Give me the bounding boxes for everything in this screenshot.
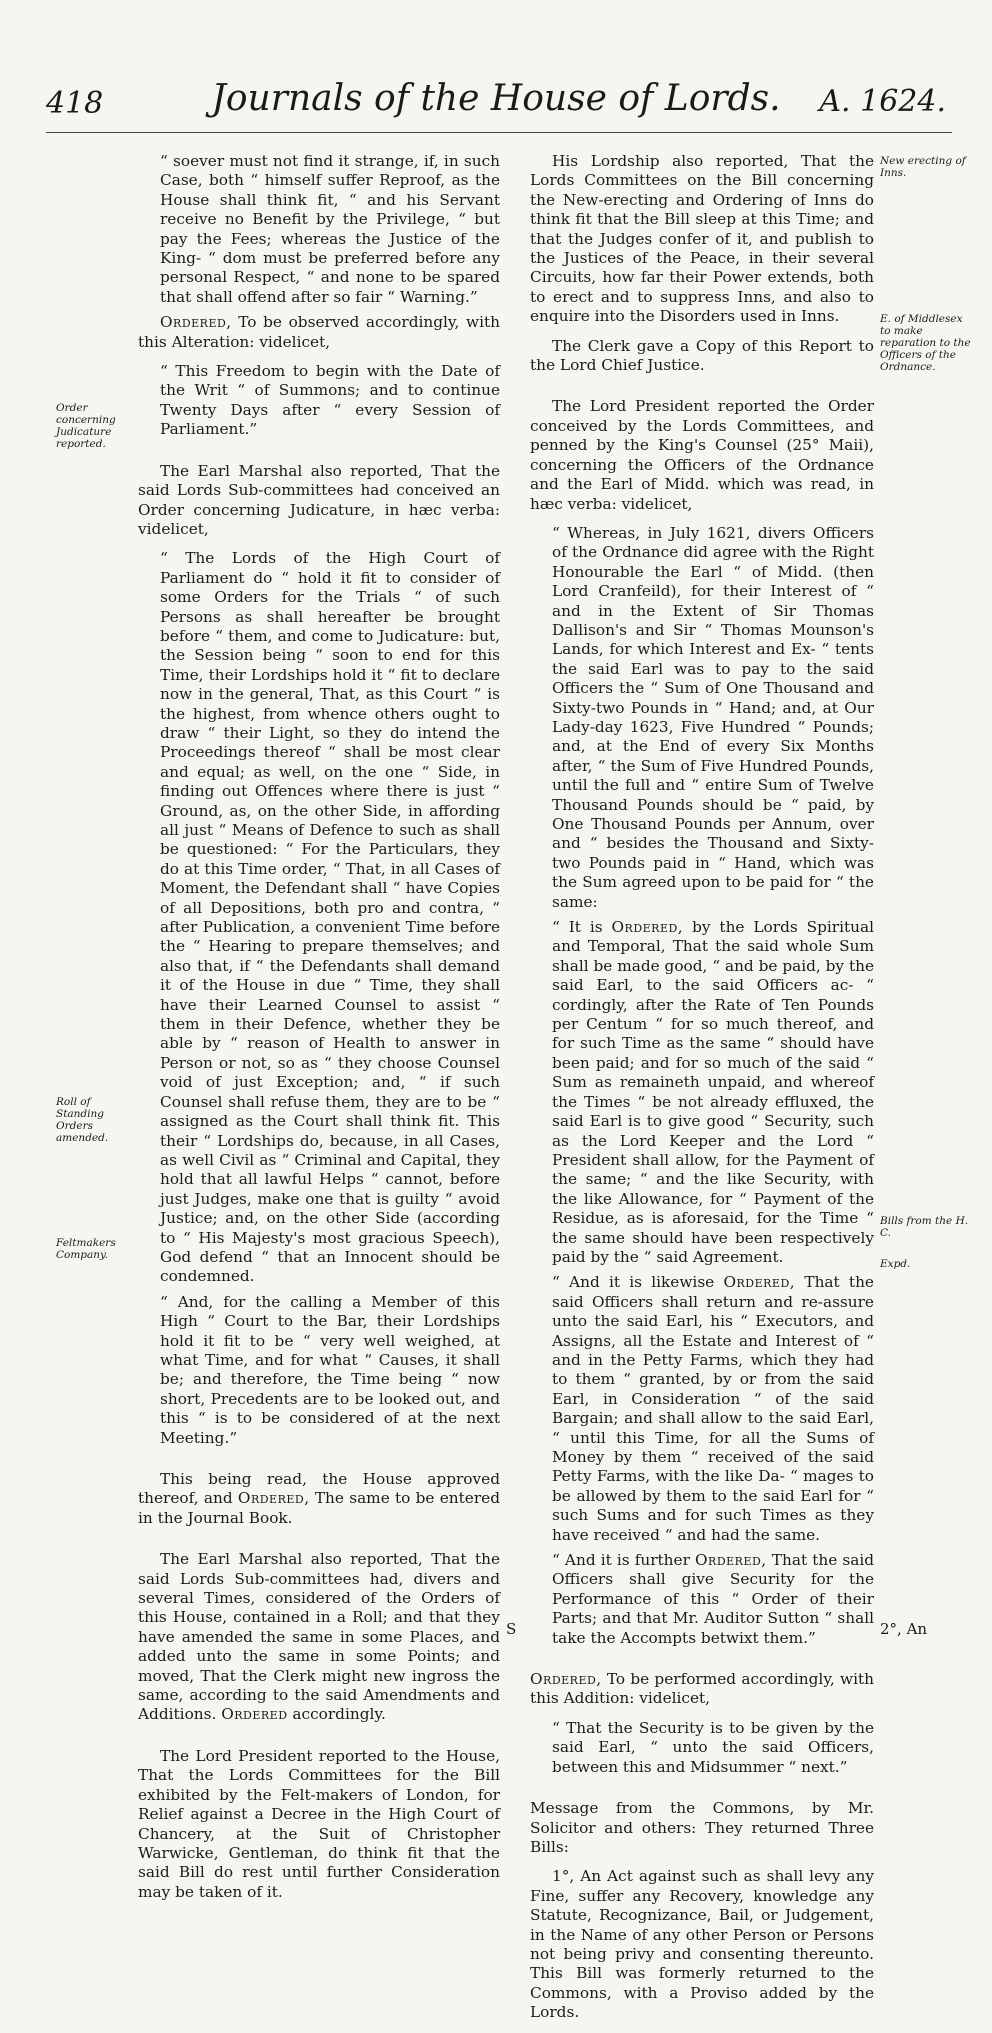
paragraph: The Lord President reported the Order conceived by the Lords Committees, and penned by the King's Counsel (25° Maii), concerning the Officers of the Ordnance and the Earl of Midd. which was read, in hæc verba: videlicet, xyxy=(530,397,874,513)
paragraph-text: To be performed accordingly, with this Addition: videlicet, xyxy=(530,1670,874,1708)
signature-mark: S xyxy=(506,1620,517,1638)
paragraph: The Lord President reported to the House, That the Lords Committees for the Bill exhibited by the Felt-makers of London, for Relief against a Decree in the High Court of Chancery, at the Suit of Christopher Warwicke, Gentleman, do think fit that the said Bill do rest until further Consideration may be taken of it. xyxy=(138,1746,500,1901)
paragraph: “ And, for the calling a Member of this High “ Court to the Bar, their Lordships hold it fit to be “ very well weighed, at what Time, and for what “ Causes, it shall be; and therefore, the Time being “ now short, Precedents are to be looked out, and this “ is to be considered of at the next Meeting.” xyxy=(160,1292,500,1447)
paragraph-text: accordingly. xyxy=(287,1705,386,1724)
paragraph-text: The Earl Marshal also reported, That the said Lords Sub-committees had, divers and several Times, considered of the Orders of this House, contained in a Roll; and that they have amended the same in some Places, and added unto the same in some Points; and moved, That the Clerk might new ingross the same, according to the said Amendments and Additions. xyxy=(138,1550,500,1724)
paragraph-text: by the Lords Spiritual and Temporal, That the said whole Sum shall be made good, “ and be paid, by the said Earl, to the said Officers ac- “ cordingly, after the Rate of Ten Pounds per Centum “ for so much thereof, and for such Time as the same “ should have been paid; and for so much of the said “ Sum as remaineth unpaid, and whereof the Times “ be not already effluxed, the said Earl is to give good “ Security, such as the Lord Keeper and the Lord “ President shall allow, for the Payment of the same; “ and the like Security, with the like Allowance, for “ Payment of the Residue, as is aforesaid, for the Time “ the same should have been respectively paid by the “ said Agreement. xyxy=(552,918,875,1266)
paragraph: The Earl Marshal also reported, That the said Lords Sub-committees had conceived an Order concerning Judicature, in hæc verba: videlicet, xyxy=(138,461,500,538)
ordered-word: Ordered, xyxy=(530,1670,602,1689)
title-part-journals: Journals of xyxy=(211,78,410,119)
title-part-house: the House xyxy=(409,78,619,119)
paragraph xyxy=(138,1470,500,1528)
paragraph: “ The Lords of the High Court of Parliament do “ hold it fit to consider of some Orders for the Trials “ of such Persons as shall hereafter be brought before “ them, and come to Judicature: but, the Session being “ soon to end for this Time, their Lordships hold it “ fit to declare now in the general, That, as this Court “ is the highest, from whence others ought to draw “ their Light, so they do intend the Proceedings thereof “ shall be most clear and equal; as well, on the one “ Side, in finding out Offences where there is just “ Ground, as, on the other Side, in affording all just “ Means of Defence to such as shall be questioned: “ For the Particulars, they do at this Time order, “ That, in all Cases of Moment, the Defendant shall “ have Copies of all Depositions, both pro and contra, “ after Publication, a convenient Time before the “ Hearing to prepare themselves; and also that, if “ the Defendants shall demand it of the House in due “ Time, they shall have their Learned Counsel to assist “ them in their Defence, whether they be able by “ reason of Health to answer in Person or not, so as “ they choose Counsel void of just Exception; and, “ if such Counsel shall refuse them, they are to be “ assigned as the Court shall think fit. This their “ Lordships do, because, in all Cases, as well Civil as “ Criminal and Capital, they hold that all lawful Helps “ cannot, before just Judges, make one that is guilty “ avoid Justice; and, on the other Side (according to “ His Majesty's most gracious Speech), God defend “ that an Innocent should be condemned. xyxy=(160,549,500,1286)
catchword: 2°, An xyxy=(880,1620,928,1638)
paragraph-text: This being read, the House approved thereof, and xyxy=(138,1470,500,1508)
ordered-word: Ordered xyxy=(221,1705,288,1724)
paragraph xyxy=(138,1550,500,1725)
left-column xyxy=(138,152,500,1912)
ordered-word: Ordered, xyxy=(611,918,684,937)
paragraph-text: To be observed accordingly, with this Alteration: videlicet, xyxy=(138,313,500,351)
ordered-word: Ordered, xyxy=(723,1273,796,1292)
paragraph xyxy=(530,1670,874,1709)
ordered-word: Ordered, xyxy=(160,313,232,332)
paragraph-text: “ And it is likewise xyxy=(552,1273,724,1292)
paragraph: Message from the Commons, by Mr. Solicitor and others: They returned Three Bills: xyxy=(530,1799,874,1856)
paragraph-text: “ It is xyxy=(552,918,612,937)
page-year: A. 1624. xyxy=(819,84,946,119)
paragraph: “ That the Security is to be given by the said Earl, “ unto the said Officers, between this and Midsummer “ next.” xyxy=(552,1718,874,1776)
paragraph: “ Whereas, in July 1621, divers Officers of the Ordnance did agree with the Right Honourable the Earl “ of Midd. (then Lord Cranfeild), for their Interest of “ and in the Extent of Sir Thomas Dallison's and Sir “ Thomas Mounson's Lands, for which Interest and Ex- “ tents the said Earl was to pay to the said Officers the “ Sum of One Thousand and Sixty-two Pounds in “ Hand; and, at Our Lady-day 1623, Five Hundred “ Pounds; and, at the End of every Six Months after, “ the Sum of Five Hundred Pounds, until the full and “ entire Sum of Twelve Thousand Pounds should be “ paid, by One Thousand Pounds per Annum, over and “ besides the Thousand and Sixty-two Pounds paid in “ Hand, which was the Sum agreed upon to be paid for “ the same: xyxy=(552,523,874,911)
title-part-lords: of Lords. xyxy=(618,78,781,119)
paragraph-text: That the said Officers shall give Security for the Performance of this “ Order of their Parts; and that Mr. Auditor Sutton “ shall take the Accompts betwixt them.” xyxy=(552,1551,875,1647)
ordered-word: Ordered, xyxy=(695,1551,767,1570)
margin-note-roll: Roll of Standing Orders amended. xyxy=(56,1096,109,1144)
margin-note-expd: Expd. xyxy=(880,1258,911,1270)
ordered-word: Ordered, xyxy=(237,1489,310,1508)
paragraph-text: The same to be entered in the Journal Book. xyxy=(138,1489,500,1527)
paragraph: “ soever must not find it strange, if, in such Case, both “ himself suffer Reproof, as the House shall think fit, “ and his Servant receive no Benefit by the Privilege, “ but pay the Fees; whereas the Justice of the King- “ dom must be preferred before any personal Respect, “ and none to be spared that shall offend after so fair “ Warning.” xyxy=(160,152,500,306)
margin-note-bills: Bills from the H. C. xyxy=(880,1215,969,1239)
paragraph: The Clerk gave a Copy of this Report to the Lord Chief Justice. xyxy=(530,336,874,375)
margin-note-middlesex: E. of Middlesex to make reparation to the Officers of the Ordnance. xyxy=(880,313,971,373)
header-rule xyxy=(46,132,952,133)
paragraph: 1°, An Act against such as shall levy any Fine, suffer any Recovery, knowledge any Statute, Recognizance, Bail, or Judgement, in the Name of any other Person or Persons not being privy and consenting thereunto. This Bill was formerly returned to the Commons, with a Proviso added by the Lords. xyxy=(530,1867,874,2022)
paragraph: “ This Freedom to begin with the Date of the Writ “ of Summons; and to continue Twenty Days after “ every Session of Parliament.” xyxy=(160,362,500,439)
margin-note-feltmakers: Feltmakers Company. xyxy=(56,1237,116,1261)
paragraph-text: “ And it is further xyxy=(552,1551,695,1570)
page-header xyxy=(0,72,992,132)
right-column xyxy=(530,152,874,2033)
paragraph xyxy=(530,1273,874,1545)
paragraph xyxy=(530,1551,874,1648)
page-number: 418 xyxy=(46,86,104,121)
margin-note-inns: New erecting of Inns. xyxy=(880,155,966,179)
paragraph-text: That the said Officers shall return and re-assure unto the said Earl, his “ Executors, and Assigns, all the Estate and Interest of “ and in the Petty Farms, which they had to them “ granted, by or from the said Earl, in Consideration “ of the said Bargain; and shall allow to the said Earl, “ until this Time, for all the Sums of Money by them “ received of the said Petty Farms, with the like Da- “ mages to be allowed by them to the said Earl for “ such Sums and for such Times as they have received “ and had the same. xyxy=(552,1273,874,1544)
paragraph xyxy=(138,313,500,352)
paragraph xyxy=(530,918,874,1267)
paragraph: His Lordship also reported, That the Lords Committees on the Bill concerning the New-erecting and Ordering of Inns do think fit that the Bill sleep at this Time; and that the Judges confer of it, and publish to the Justices of the Peace, in their several Circuits, how far their Power extends, both to erect and to suppress Inns, and also to enquire into the Disorders used in Inns. xyxy=(530,152,874,326)
margin-note-judicature: Order concerning Judicature reported. xyxy=(56,402,116,450)
